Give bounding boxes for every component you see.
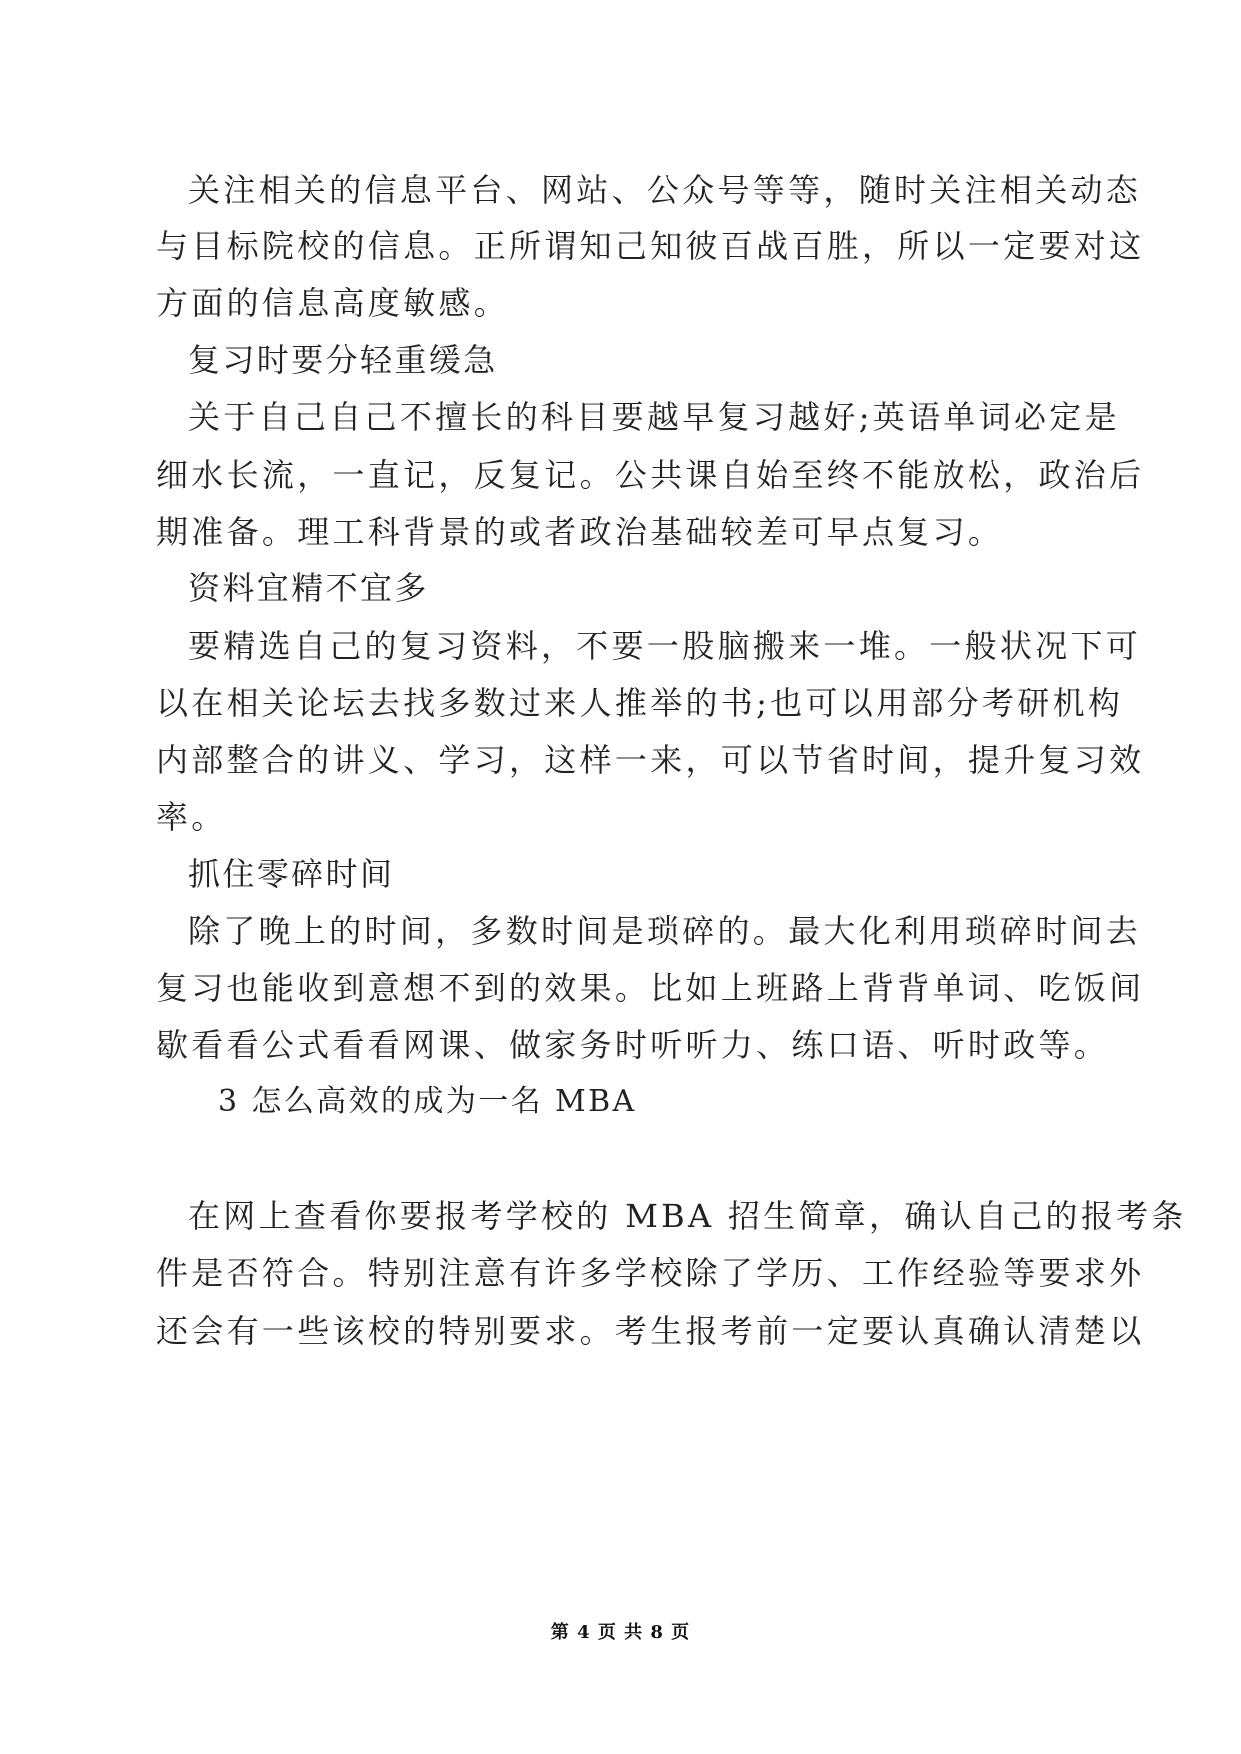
paragraph-line: 以在相关论坛去找多数过来人推举的书;也可以用部分考研机构 bbox=[156, 684, 1124, 722]
paragraph-line: 件是否符合。特别注意有许多学校除了学历、工作经验等要求外 bbox=[156, 1254, 1145, 1292]
paragraph-line: 内部整合的讲义、学习，这样一来，可以节省时间，提升复习效 bbox=[156, 741, 1145, 779]
section-heading: 3 怎么高效的成为一名 MBA bbox=[218, 1084, 637, 1119]
paragraph-line: 复习也能收到意想不到的效果。比如上班路上背背单词、吃饭间 bbox=[156, 969, 1145, 1007]
paragraph-line: 要精选自己的复习资料，不要一股脑搬来一堆。一般状况下可 bbox=[188, 627, 1142, 665]
paragraph-line: 在网上查看你要报考学校的 MBA 招生简章，确认自己的报考条 bbox=[188, 1197, 1187, 1235]
section-heading: 复习时要分轻重缓急 bbox=[188, 341, 498, 379]
paragraph-line: 期准备。理工科背景的或者政治基础较差可早点复习。 bbox=[156, 513, 1004, 551]
page-number-footer: 第 4 页 共 8 页 bbox=[550, 1622, 691, 1643]
paragraph-line: 细水长流，一直记，反复记。公共课自始至终不能放松，政治后 bbox=[156, 456, 1145, 494]
paragraph-line: 关于自己自己不擅长的科目要越早复习越好;英语单词必定是 bbox=[188, 398, 1120, 436]
paragraph-line: 歇看看公式看看网课、做家务时听听力、练口语、听时政等。 bbox=[156, 1026, 1110, 1064]
section-heading: 资料宜精不宜多 bbox=[188, 569, 429, 607]
paragraph-line: 率。 bbox=[156, 798, 227, 836]
paragraph-line: 除了晚上的时间，多数时间是琐碎的。最大化利用琐碎时间去 bbox=[188, 912, 1142, 950]
paragraph-line: 关注相关的信息平台、网站、公众号等等，随时关注相关动态 bbox=[188, 171, 1142, 209]
paragraph-line: 还会有一些该校的特别要求。考生报考前一定要认真确认清楚以 bbox=[156, 1312, 1145, 1350]
section-heading: 抓住零碎时间 bbox=[188, 855, 395, 893]
paragraph-line: 与目标院校的信息。正所谓知己知彼百战百胜，所以一定要对这 bbox=[156, 227, 1145, 265]
paragraph-line: 方面的信息高度敏感。 bbox=[156, 284, 510, 322]
